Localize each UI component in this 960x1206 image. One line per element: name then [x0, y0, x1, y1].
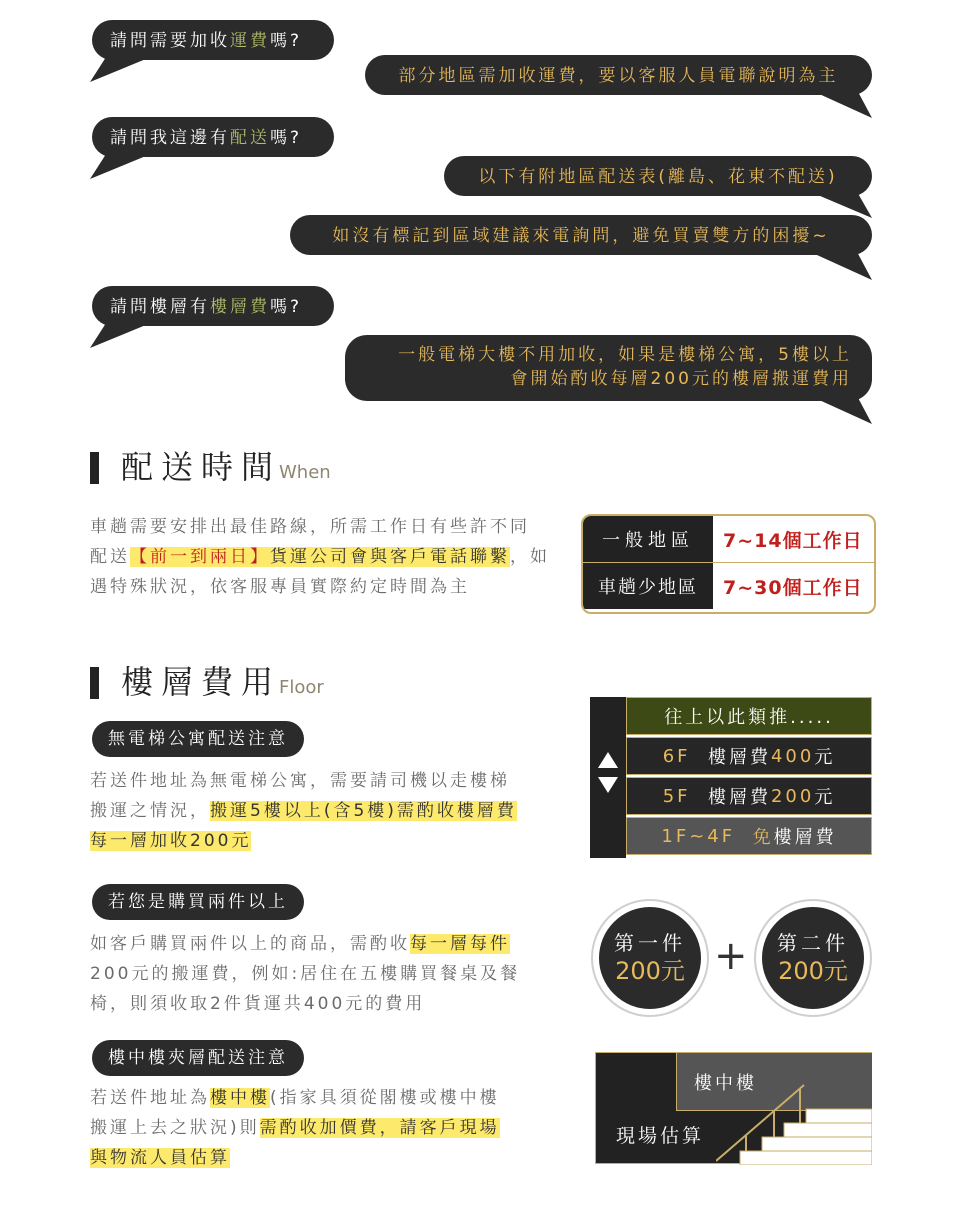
- floor-row-6f: 6F 樓層費 400 元: [626, 737, 872, 775]
- table-row: [583, 562, 874, 609]
- section-subtitle-when: When: [279, 462, 331, 483]
- region-cell: 一般地區: [583, 516, 713, 562]
- highlight-per-floor-fee: 每一層加收200元: [90, 831, 252, 851]
- loft-illustration: [595, 1052, 872, 1164]
- days-cell: 7~14個工作日: [723, 529, 863, 552]
- loft-description: 若送件地址為樓中樓(指家具須從閣樓或樓中樓 搬運上去之狀況)則需酌收加價費，請客戶現場 與物流人員估算: [90, 1088, 500, 1168]
- no-elevator-description: 若送件地址為無電梯公寓，需要請司機以走樓梯 搬運之情況，搬運5樓以上(含5樓)需酌收樓層費 每一層加收200元: [90, 771, 517, 851]
- highlight-per-floor-per-item: 每一層每件: [410, 934, 510, 954]
- highlight-estimate: 與物流人員估算: [90, 1148, 230, 1168]
- floor-row-1f-4f: 1F~4F 免 樓層費: [626, 817, 872, 855]
- note-label-no-elevator: 無電梯公寓配送注意: [92, 721, 304, 757]
- section-title-delivery-time: 配送時間: [121, 448, 282, 486]
- question-bubble-delivery: 請問我這邊有配送嗎?: [92, 117, 334, 157]
- highlight-shipping-fee: 運費: [230, 31, 270, 51]
- bubble-tail-left: [88, 54, 158, 84]
- section-title-floor-fee: 樓層費用: [121, 663, 282, 701]
- floor-row-5f: 5F 樓層費 200 元: [626, 777, 872, 815]
- highlight-loft: 樓中樓: [210, 1088, 270, 1108]
- section-marker: [90, 452, 99, 484]
- region-cell: 車趟少地區: [583, 563, 713, 609]
- item-price-circle-first: 第一件 200元: [591, 899, 709, 1017]
- bubble-tail-right: [806, 250, 874, 282]
- down-arrow-icon: [598, 777, 618, 793]
- highlight-contact-days: 【前一到兩日】: [130, 547, 270, 567]
- highlight-delivery: 配送: [230, 128, 270, 148]
- question-bubble-shipping-fee: 請問需要加收運費嗎?: [92, 20, 334, 60]
- item-price-circle-second: 第二件 200元: [754, 899, 872, 1017]
- plus-sign: +: [714, 933, 748, 979]
- answer-bubble-shipping-fee: 部分地區需加收運費，要以客服人員電聯說明為主: [365, 55, 872, 95]
- bubble-tail-right: [806, 88, 874, 120]
- section-marker: [90, 667, 99, 699]
- answer-bubble-delivery-table: 以下有附地區配送表(離島、花東不配送): [444, 156, 872, 196]
- highlight-floor-fee: 樓層費: [210, 297, 270, 317]
- floor-fee-stack: [590, 697, 872, 858]
- bubble-tail-right: [806, 394, 874, 426]
- highlight-phone-contact: 貨運公司會與客戶電話聯繫: [270, 547, 510, 567]
- question-bubble-floor-fee: 請問樓層有樓層費嗎?: [92, 286, 334, 326]
- staircase-icon: [716, 1081, 872, 1165]
- answer-bubble-floor-fee: 一般電梯大樓不用加收，如果是樓梯公寓，5樓以上 會開始酌收每層200元的樓層搬運費用: [345, 335, 872, 401]
- bubble-tail-left: [88, 151, 158, 181]
- up-arrow-icon: [598, 752, 618, 768]
- highlight-extra-fee: 需酌收加價費，請客戶現場: [259, 1118, 500, 1138]
- floor-row-more: 往上以此類推.....: [626, 697, 872, 735]
- delivery-description: 車趟需要安排出最佳路線，所需工作日有些許不同 配送【前一到兩日】貨運公司會與客戶電話聯繫，如 遇特殊狀況，依客服專員實際約定時間為主: [90, 517, 550, 597]
- delivery-time-table: [581, 514, 876, 614]
- multiple-items-description: 如客戶購買兩件以上的商品，需酌收每一層每件 200元的搬運費，例如:居住在五樓購買餐桌及餐 椅，則須收取2件貨運共400元的費用: [90, 934, 521, 1014]
- highlight-floor-fee-rule: 搬運5樓以上(含5樓)需酌收樓層費: [210, 801, 517, 821]
- loft-label: 樓中樓: [694, 1073, 757, 1094]
- answer-bubble-call-us: 如沒有標記到區域建議來電詢問，避免買賣雙方的困擾~: [290, 215, 872, 255]
- onsite-estimate-label: 現場估算: [616, 1125, 705, 1147]
- note-label-multiple-items: 若您是購買兩件以上: [92, 884, 304, 920]
- note-label-loft: 樓中樓夾層配送注意: [92, 1040, 304, 1076]
- table-row: [583, 516, 874, 562]
- days-cell: 7~30個工作日: [723, 576, 863, 599]
- section-subtitle-floor: Floor: [279, 677, 324, 698]
- bubble-tail-left: [88, 320, 158, 350]
